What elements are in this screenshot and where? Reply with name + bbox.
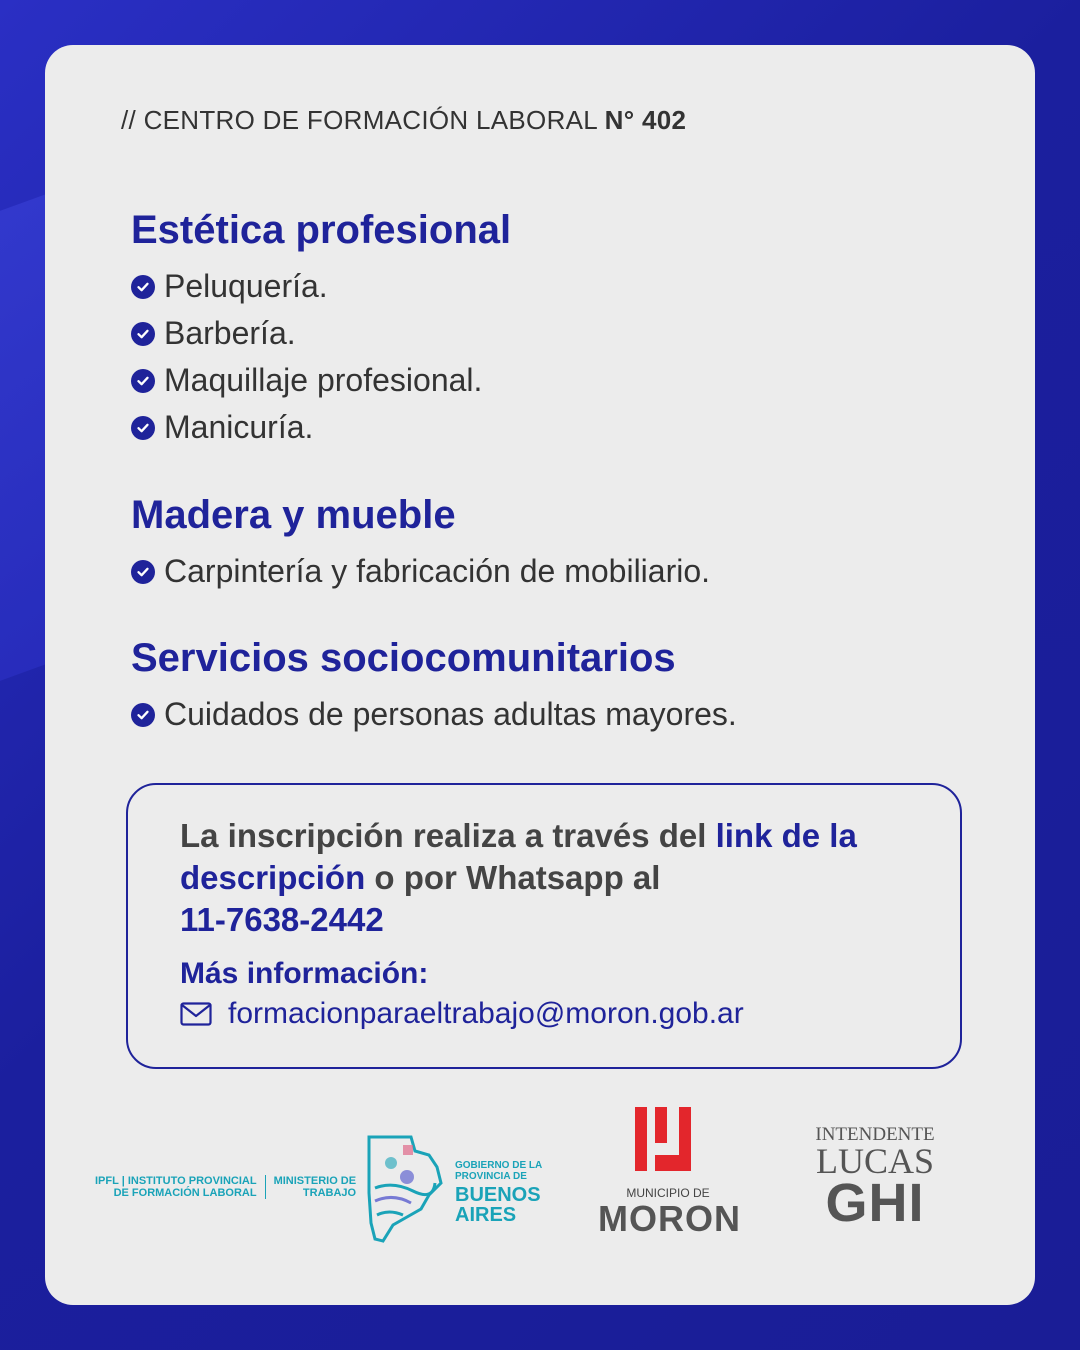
pba-logo-text: GOBIERNO DE LA PROVINCIA DE BUENOS AIRES bbox=[455, 1160, 543, 1226]
check-icon bbox=[131, 275, 155, 299]
email-row bbox=[180, 997, 744, 1031]
center-number: N° 402 bbox=[604, 105, 687, 135]
description-link[interactable]: link de la descripción bbox=[180, 817, 857, 896]
list-item: Maquillaje profesional. bbox=[131, 357, 511, 404]
list-item: Peluquería. bbox=[131, 263, 511, 310]
list-item: Cuidados de personas adultas mayores. bbox=[131, 691, 737, 738]
section-title: Servicios sociocomunitarios bbox=[131, 636, 676, 680]
footer-logos bbox=[45, 1105, 1035, 1265]
section-estetica bbox=[131, 207, 511, 451]
list-item: Manicuría. bbox=[131, 404, 511, 451]
moron-emblem-icon bbox=[633, 1105, 703, 1173]
content-card bbox=[45, 45, 1035, 1305]
list-item: Carpintería y fabricación de mobiliario. bbox=[131, 548, 710, 595]
more-info-title: Más información: bbox=[180, 957, 429, 990]
check-icon bbox=[131, 369, 155, 393]
ipfl-logo: IPFL | INSTITUTO PROVINCIAL DE FORMACIÓN LABORAL MINISTERIO DE TRABAJO bbox=[95, 1175, 357, 1199]
check-icon bbox=[131, 560, 155, 584]
moron-logo: MUNICIPIO DE MORON bbox=[598, 1105, 738, 1238]
intendente-logo: INTENDENTE LUCAS GHI bbox=[815, 1124, 935, 1233]
check-icon bbox=[131, 703, 155, 727]
section-servicios bbox=[131, 635, 737, 738]
section-title: Madera y mueble bbox=[131, 493, 456, 537]
mail-icon bbox=[180, 1002, 212, 1026]
check-icon bbox=[131, 322, 155, 346]
center-title: // CENTRO DE FORMACIÓN LABORAL N° 402 bbox=[121, 105, 687, 135]
check-icon bbox=[131, 416, 155, 440]
whatsapp-phone[interactable]: 11-7638-2442 bbox=[180, 901, 384, 938]
registration-info-box bbox=[126, 783, 962, 1069]
registration-text: La inscripción realiza a través del link de la descripción o por Whatsapp al 11-7638-2442 bbox=[180, 817, 857, 938]
buenos-aires-map-icon bbox=[363, 1133, 445, 1245]
section-madera bbox=[131, 492, 710, 595]
list-item: Barbería. bbox=[131, 310, 511, 357]
email-link[interactable]: formacionparaeltrabajo@moron.gob.ar bbox=[228, 997, 744, 1030]
section-title: Estética profesional bbox=[131, 208, 512, 252]
